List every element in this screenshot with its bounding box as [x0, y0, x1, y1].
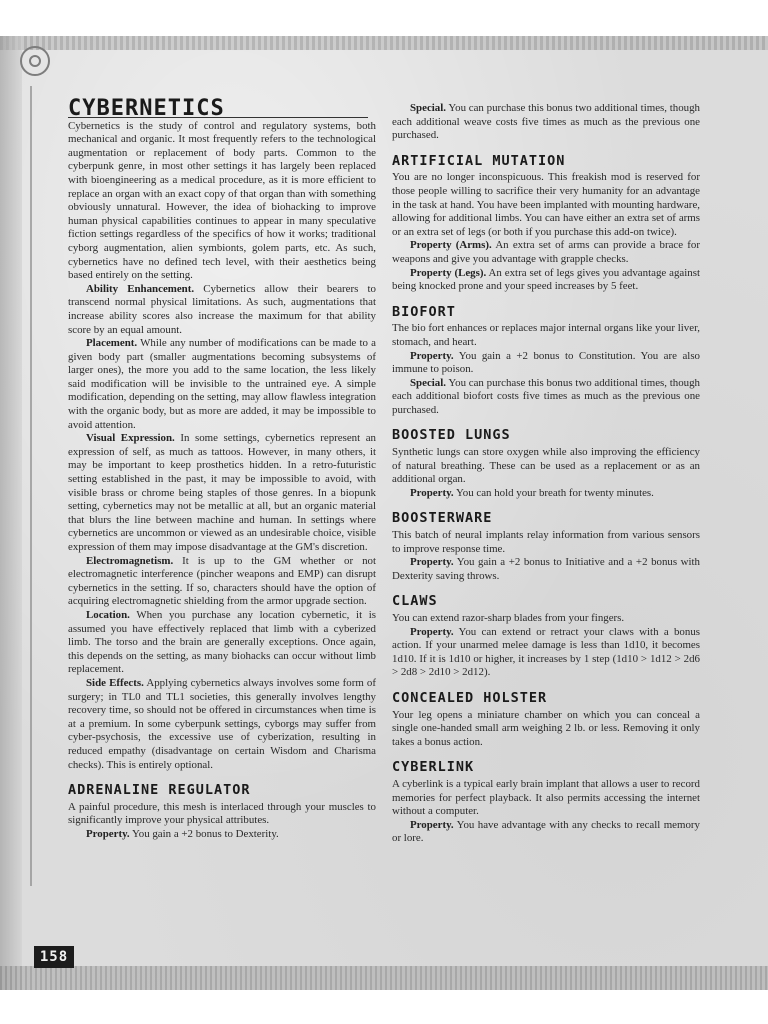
legs-property-text: An extra set of legs gives you advantage against being knocked prone and your speed increases by 5 feet.	[392, 266, 700, 293]
arms-property-text: An extra set of arms can provide a brace for weapons and give you advantage with grapple checks.	[392, 239, 700, 265]
right-column	[392, 102, 700, 846]
boosted-lungs-property-text: You can hold your breath for twenty minutes.	[453, 486, 654, 499]
cyberlink-heading: CYBERLINK	[392, 759, 475, 776]
claws-property-label: Property.	[410, 625, 454, 638]
biofort-property-paragraph	[392, 350, 700, 377]
cyberlink-description: A cyberlink is a typical early brain implant that allows a user to record memories for perfect playback. It also permits accessing the internet without a computer.	[392, 777, 700, 818]
arms-property-paragraph	[392, 239, 700, 266]
electromagnetism-label: Electromagnetism.	[86, 554, 174, 567]
concealed-holster-heading: CONCEALED HOLSTER	[392, 689, 548, 706]
boosted-lungs-property-label: Property.	[410, 486, 454, 499]
legs-property-paragraph	[392, 267, 700, 294]
cyberlink-property-paragraph	[392, 819, 700, 846]
side-effects-text: Applying cybernetics always involves some form of surgery; in TL0 and TL1 societies, this generally involves lengthy recovery time, so should not be offered in circumstances when time is at a premium. In some cyberpunk settings, cyborgs may suffer from cyber-psychosis, the excessive use of cyberization, resulting in reduced empathy (disadvantage on certain Wisdom and Charisma checks). This is entirely optional.	[68, 676, 376, 771]
adrenaline-regulator-heading: ADRENALINE REGULATOR	[68, 782, 251, 799]
circuit-circle-icon	[20, 46, 50, 76]
biofort-heading: BIOFORT	[392, 303, 456, 320]
ability-enhancement-paragraph	[68, 283, 376, 337]
ability-enhancement-label: Ability Enhancement.	[86, 282, 195, 295]
biofort-special-label: Special.	[410, 376, 447, 389]
placement-text: While any number of modifications can be made to a given body part (smaller augmentations becoming subsystems of larger ones), the more you add to the same location, the less likely said modification will be invisible to the untrained eye. A simple modification, depending on the setting, may allow flawless integration with the organic body, but as more are added, it may be impossible to avoid attention.	[68, 337, 376, 431]
adrenaline-property-text: You gain a +2 bonus to Dexterity.	[129, 827, 279, 840]
cyberlink-property-label: Property.	[410, 818, 454, 831]
adrenaline-regulator-description: A painful procedure, this mesh is interlaced through your muscles to significantly improve your physical attributes.	[68, 800, 376, 827]
adrenaline-property-paragraph	[68, 828, 376, 842]
concealed-holster-description: Your leg opens a miniature chamber on which you can conceal a single one-handed small arm weighing 2 lb. or less. Removing it only takes a bonus action.	[392, 708, 700, 748]
visual-expression-paragraph	[68, 432, 376, 554]
biofort-property-text: You gain a +2 bonus to Constitution. You are also immune to poison.	[392, 349, 700, 376]
side-effects-paragraph	[68, 677, 376, 772]
special-text: You can purchase this bonus two additional times, though each additional weave costs five times as much as the previous one purchased.	[392, 102, 700, 142]
ability-enhancement-text: Cybernetics allow their bearers to transcend normal physical limitations. As such, augmentations that increase ability scores also increase the maximum for that ability score by an equal amount.	[68, 282, 376, 336]
boosted-lungs-description: Synthetic lungs can store oxygen while also improving the efficiency of natural breathing. These can be used as a replacement or as an additional organ.	[392, 446, 700, 486]
claws-property-paragraph	[392, 626, 700, 680]
boosted-lungs-heading: BOOSTED LUNGS	[392, 427, 511, 444]
location-text: When you purchase any location cybernetic, it is assumed you have effectively replaced that limb with a cyberized limb. The torso and the brain are generally exceptions. Once again, this depends on the setting, as many biohacks can occur without limb replacement.	[68, 608, 376, 676]
location-label: Location.	[86, 608, 130, 621]
placement-paragraph	[68, 337, 376, 432]
page-title: CYBERNETICS	[68, 102, 368, 118]
visual-expression-label: Visual Expression.	[86, 432, 175, 445]
left-column	[68, 96, 376, 841]
claws-heading: CLAWS	[392, 593, 438, 610]
top-border-decoration	[0, 36, 768, 50]
biofort-property-label: Property.	[410, 349, 454, 362]
artificial-mutation-heading: ARTIFICIAL MUTATION	[392, 152, 566, 169]
special-paragraph	[392, 102, 700, 143]
boosterware-property-paragraph	[392, 556, 700, 583]
biofort-special-text: You can purchase this bonus two additional times, though each additional biofort costs five times as much as the previous one purchased.	[392, 376, 700, 416]
bottom-border-decoration	[0, 966, 768, 990]
artificial-mutation-description: You are no longer inconspicuous. This freakish mod is reserved for those people willing to sacrifice their very humanity for an advantage in the task at hand. You have been implanted with mounting hardware, allowing for additional limbs. You can have either an extra set of arms or an extra set of legs (or both if you purchase this add-on twice).	[392, 171, 700, 238]
legs-property-label: Property (Legs).	[410, 266, 487, 279]
adrenaline-property-label: Property.	[86, 827, 130, 840]
visual-expression-text: In some settings, cybernetics represent an expression of self, as much as tattoos. However, in many others, it may be important to keep prosthetics hidden. In a retro-futuristic setting established in the past, it may be impossible to avoid, with visible brass or chrome being staples of those genres. In a biopunk setting, cybernetics may not be metallic at all, but an organic material that blurs the line between machine and human. In settings where cybernetics are uncommon or viewed as an undesirable choice, visible expression of them may impose disadvantage at the GM's discretion.	[68, 432, 376, 553]
left-border-decoration	[0, 36, 22, 990]
biofort-special-paragraph	[392, 377, 700, 418]
location-paragraph	[68, 609, 376, 677]
cyberlink-property-text: You have advantage with any checks to recall memory or lore.	[392, 818, 700, 845]
boosterware-property-label: Property.	[410, 556, 454, 569]
claws-property-text: You can extend or retract your claws with a bonus action. If your unarmed melee damage is less than 1d10, it becomes 1d10. If it is 1d10 or higher, it increases by 1 step (1d10 > 1d12 > 2d6 > 2d8 > 2d10 > 2d12).	[392, 625, 700, 679]
placement-label: Placement.	[86, 337, 138, 350]
electromagnetism-paragraph	[68, 555, 376, 609]
boosted-lungs-property-paragraph	[392, 487, 700, 501]
special-label: Special.	[410, 102, 447, 114]
page-number: 158	[34, 946, 74, 968]
book-page	[0, 36, 768, 990]
boosterware-property-text: You gain a +2 bonus to Initiative and a +2 bonus with Dexterity saving throws.	[392, 556, 700, 582]
biofort-description: The bio fort enhances or replaces major internal organs like your liver, stomach, and heart.	[392, 322, 700, 348]
electromagnetism-text: It is up to the GM whether or not electromagnetic interference (pincher weapons and EMP) can disrupt cybernetics in the setting. If so, characters should have the option of acquiring electromagnetic shielding from the armor upgrade section.	[68, 554, 376, 608]
left-rule-line	[30, 86, 32, 886]
boosterware-description: This batch of neural implants relay information from various sensors to improve response time.	[392, 529, 700, 555]
intro-paragraph: Cybernetics is the study of control and regulatory systems, both mechanical and organic. It most frequently refers to the technological augmentation or replacement of body parts. Common to the cyberpunk genre, in most other settings it has largely been replaced with bioengineering as a medical procedure, as it is more efficient to replace an organ with an exact copy of that organ than with something obviously unnatural. However, the idea of biohacking to improve human physical capabilities continues to appear in many speculative fiction settings regardless of the specifics of how it works; traditional cyborg augmentation, alien symbionts, golem parts, etc. As such, cybernetics have no defined tech level, with their aesthetics being based entirely on the setting.	[68, 119, 376, 282]
arms-property-label: Property (Arms).	[410, 239, 492, 252]
claws-description: You can extend razor-sharp blades from your fingers.	[392, 612, 625, 624]
boosterware-heading: BOOSTERWARE	[392, 510, 493, 527]
side-effects-label: Side Effects.	[86, 676, 144, 689]
